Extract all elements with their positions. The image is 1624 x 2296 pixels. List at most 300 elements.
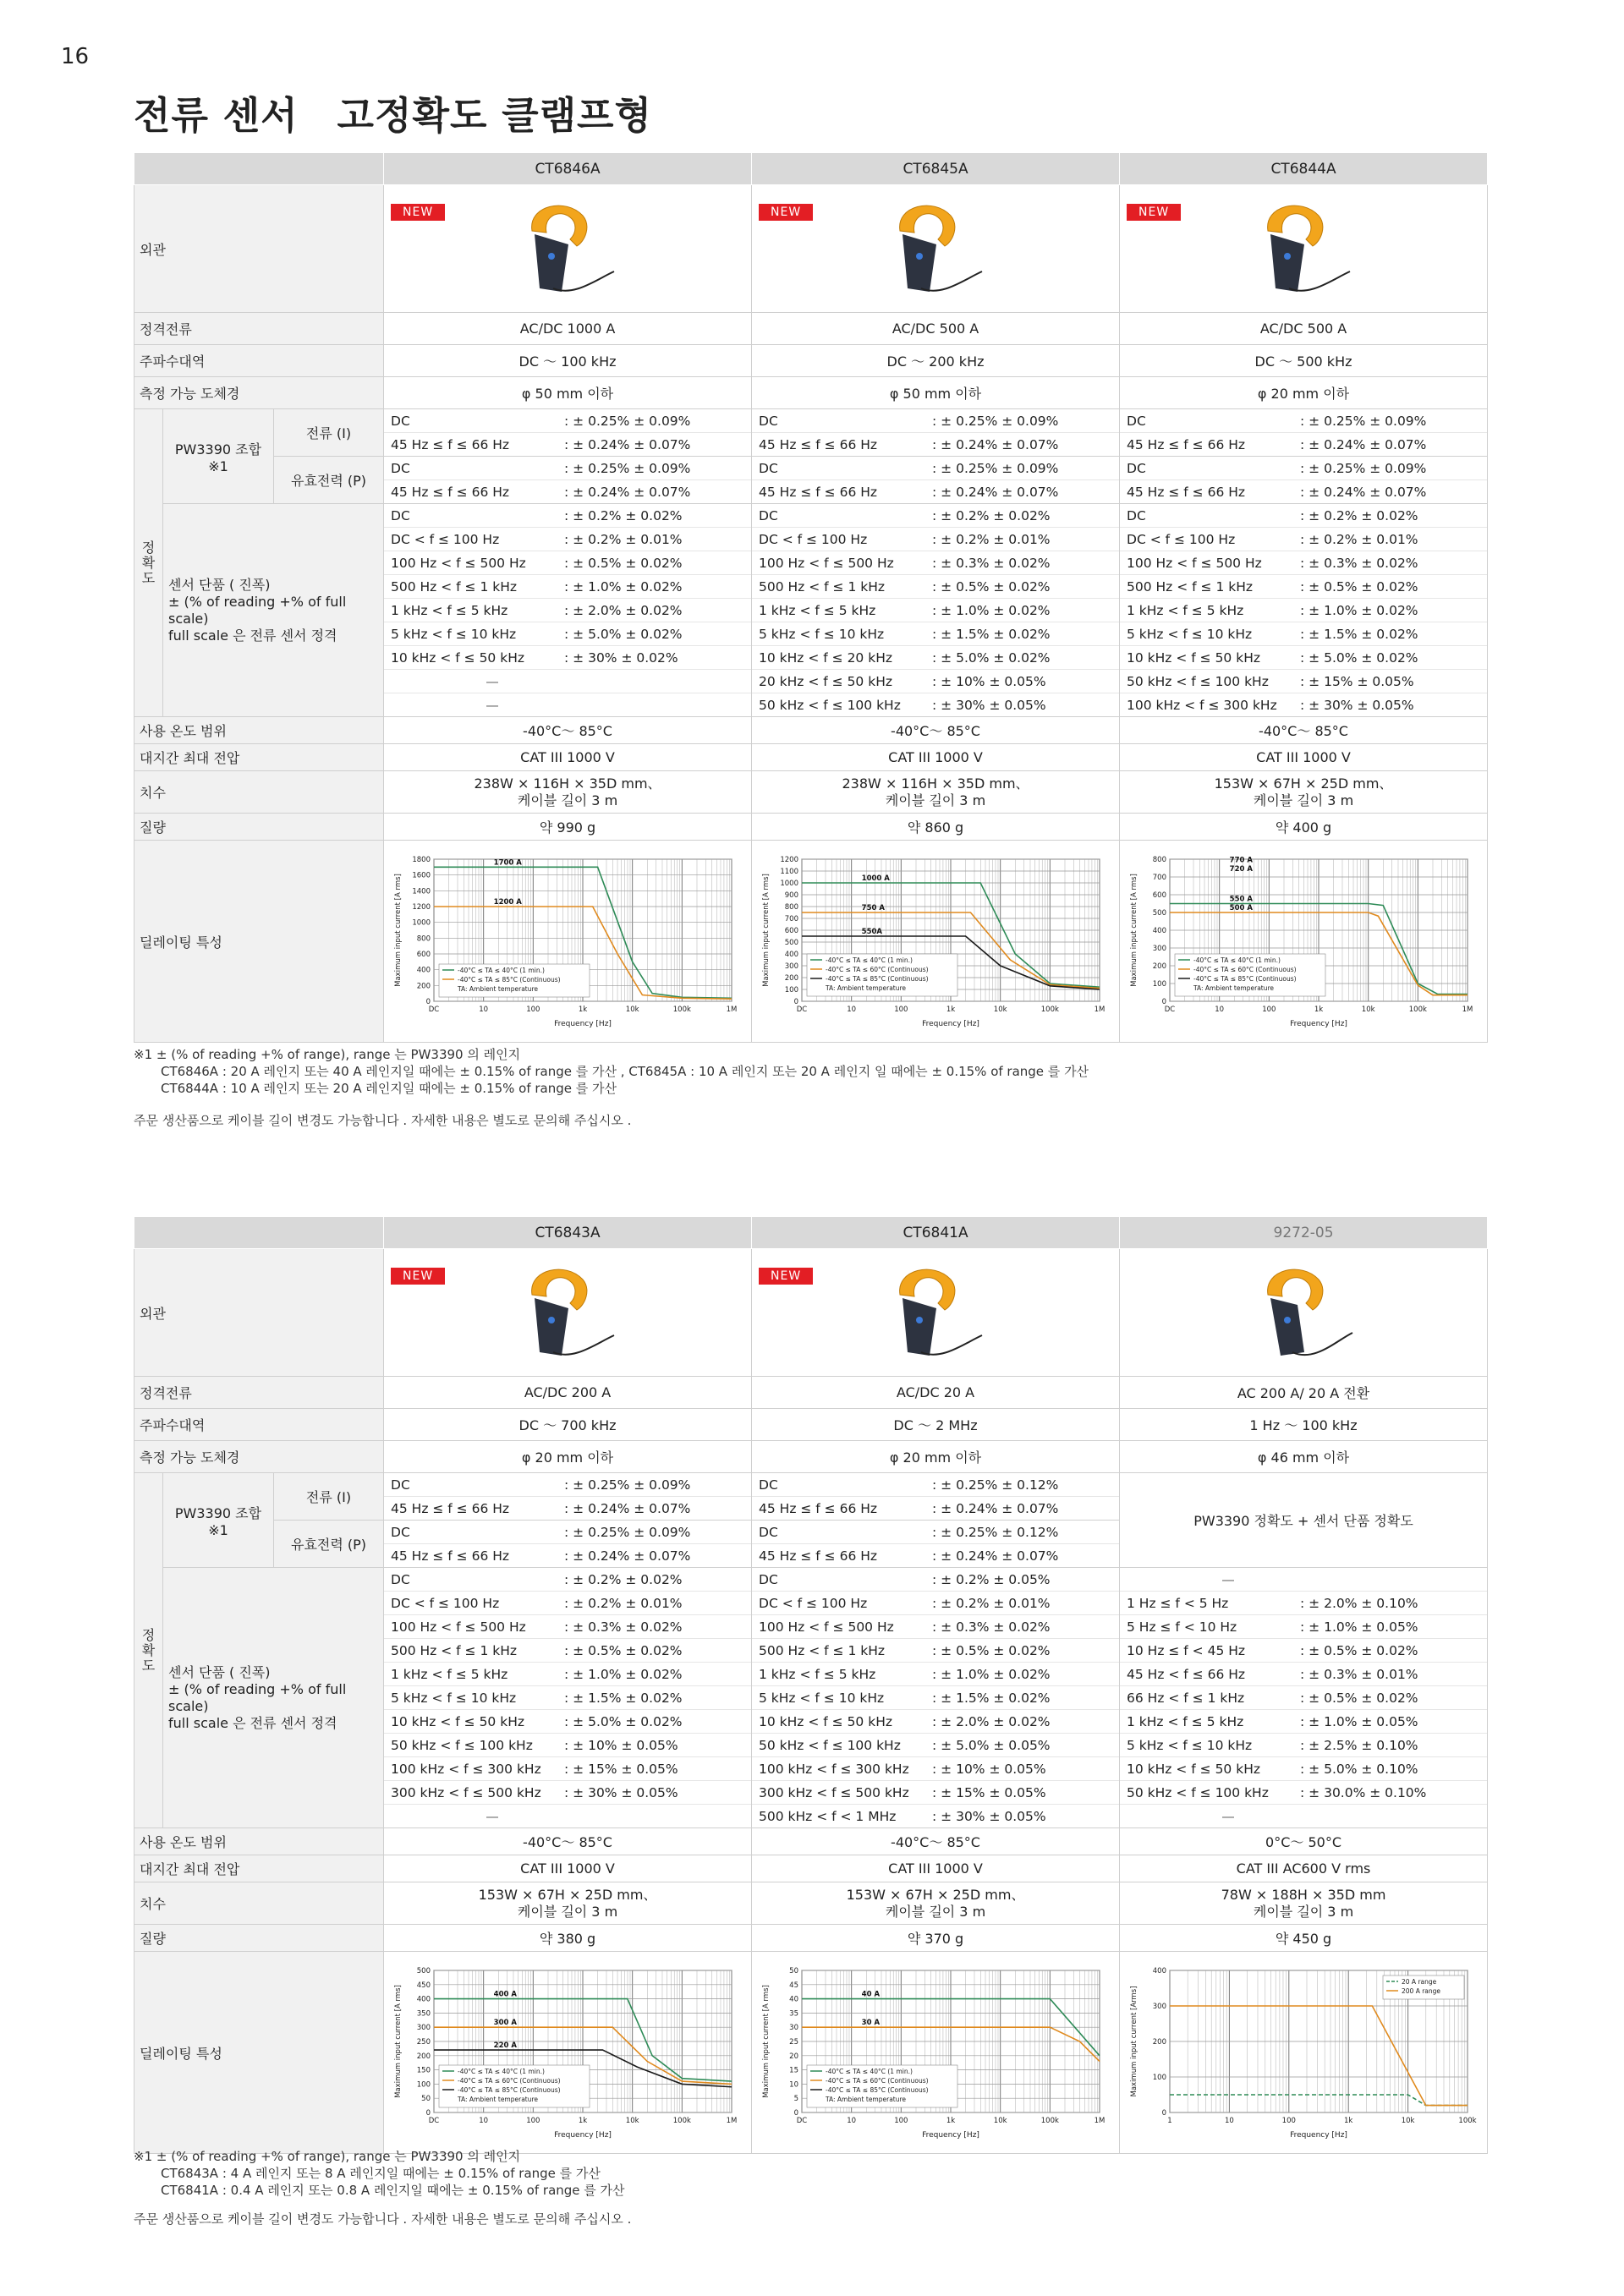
x-tick-label: 100k bbox=[672, 2116, 691, 2125]
range-label: 100 kHz < f ≤ 300 kHz bbox=[1127, 697, 1277, 713]
value-annotation: 550 A bbox=[1229, 895, 1253, 903]
clamp-sensor-icon bbox=[502, 197, 621, 307]
row-label: 질량 bbox=[134, 1925, 384, 1952]
accuracy-row bbox=[384, 1568, 751, 1592]
accuracy-value: : ± 30% ± 0.05% bbox=[564, 1784, 678, 1800]
y-tick-label: 800 bbox=[416, 934, 431, 943]
accuracy-value: : ± 2.0% ± 0.10% bbox=[1300, 1595, 1418, 1611]
accuracy-value: : ± 1.5% ± 0.02% bbox=[932, 1690, 1051, 1706]
y-tick-label: 1000 bbox=[780, 879, 799, 888]
temp-value: -40°C～ 85°C bbox=[1120, 717, 1488, 744]
legend-entry: -40°C ≤ TA ≤ 40°C (1 min.) bbox=[1193, 956, 1281, 964]
clamp-sensor-shape bbox=[532, 1269, 614, 1356]
range-label: 1 kHz < f ≤ 5 kHz bbox=[391, 602, 508, 618]
x-tick-label: DC bbox=[428, 2116, 440, 2125]
accuracy-row bbox=[384, 1473, 751, 1497]
accuracy-row bbox=[1120, 1734, 1487, 1757]
clamp-sensor-icon bbox=[502, 1261, 621, 1371]
rated-current-value: AC/DC 500 A bbox=[752, 313, 1120, 345]
row-label: 딜레이팅 특성 bbox=[134, 841, 384, 1043]
accuracy-label-char: 확 bbox=[141, 1641, 156, 1658]
sensor-accuracy-cell bbox=[1120, 504, 1488, 717]
accuracy-value: : ± 0.2% ± 0.01% bbox=[564, 531, 683, 547]
accuracy-row bbox=[1120, 1663, 1487, 1686]
freq-band-value: DC ～ 700 kHz bbox=[384, 1409, 752, 1441]
model-header: CT6841A bbox=[752, 1217, 1120, 1249]
x-tick-label: 1 bbox=[1167, 2116, 1172, 2125]
y-axis-label: Maximum input current [A rms] bbox=[762, 873, 771, 987]
y-tick-label: 1200 bbox=[412, 902, 431, 912]
y-tick-label: 400 bbox=[416, 1995, 431, 2004]
range-label: DC bbox=[759, 1571, 778, 1587]
new-badge: NEW bbox=[759, 204, 813, 221]
indicator-dot bbox=[1284, 253, 1291, 260]
range-label: 45 Hz ≤ f ≤ 66 Hz bbox=[759, 484, 878, 500]
value-annotation: 300 A bbox=[493, 2018, 517, 2027]
y-tick-label: 300 bbox=[1152, 944, 1167, 953]
accuracy-row bbox=[384, 1805, 751, 1827]
accuracy-row bbox=[1120, 575, 1487, 599]
x-tick-label: 10k bbox=[993, 2116, 1007, 2125]
x-tick-label: 100k bbox=[1458, 2116, 1477, 2125]
y-tick-label: 400 bbox=[416, 966, 431, 975]
range-label: 45 Hz ≤ f ≤ 66 Hz bbox=[391, 1500, 510, 1516]
y-tick-label: 200 bbox=[416, 981, 431, 990]
accuracy-value: : ± 0.24% ± 0.07% bbox=[564, 484, 691, 500]
accuracy-row bbox=[1120, 1568, 1487, 1592]
temp-value: -40°C～ 85°C bbox=[752, 717, 1120, 744]
derating-chart bbox=[758, 851, 1113, 1033]
temp-value: -40°C～ 85°C bbox=[384, 1828, 752, 1855]
x-tick-label: 100 bbox=[526, 1005, 540, 1014]
range-label: DC bbox=[1127, 507, 1146, 523]
accuracy-value: : ± 0.2% ± 0.01% bbox=[932, 531, 1051, 547]
derating-chart bbox=[1126, 1962, 1481, 2144]
accuracy-row bbox=[1120, 551, 1487, 575]
accuracy-value: : ± 30% ± 0.02% bbox=[564, 649, 678, 666]
y-tick-label: 600 bbox=[784, 926, 799, 935]
x-tick-label: DC bbox=[796, 2116, 808, 2125]
accuracy-row bbox=[384, 457, 751, 480]
x-axis-label: Frequency [Hz] bbox=[554, 1019, 612, 1028]
derating-chart bbox=[1126, 851, 1481, 1033]
range-label: 50 kHz < f ≤ 100 kHz bbox=[1127, 1784, 1269, 1800]
range-label: 45 Hz ≤ f ≤ 66 Hz bbox=[1127, 484, 1246, 500]
range-label: 10 kHz < f ≤ 50 kHz bbox=[1127, 1761, 1260, 1777]
range-label: DC bbox=[759, 413, 778, 429]
y-tick-label: 1000 bbox=[412, 918, 431, 928]
x-tick-label: 1M bbox=[726, 2116, 738, 2125]
pw-power-cell bbox=[384, 1521, 752, 1568]
dimension-value: 153W × 67H × 25D mm、 케이블 길이 3 m bbox=[384, 1882, 752, 1925]
product-photo-cell bbox=[752, 1249, 1120, 1377]
range-label: DC < f ≤ 100 Hz bbox=[759, 1595, 868, 1611]
x-axis-label: Frequency [Hz] bbox=[922, 2130, 979, 2140]
x-tick-label: 1M bbox=[1094, 1005, 1106, 1014]
range-label: 5 kHz < f ≤ 10 kHz bbox=[759, 1690, 885, 1706]
accuracy-value: : ± 0.25% ± 0.09% bbox=[564, 1477, 691, 1493]
legend-entry: TA: Ambient temperature bbox=[826, 984, 907, 992]
legend-entry: -40°C ≤ TA ≤ 40°C (1 min.) bbox=[458, 2067, 545, 2075]
row-label: 치수 bbox=[134, 771, 384, 814]
y-tick-label: 10 bbox=[789, 2080, 799, 2089]
accuracy-row bbox=[752, 1568, 1119, 1592]
x-tick-label: 1k bbox=[946, 1005, 956, 1014]
accuracy-label-char: 확 bbox=[141, 554, 156, 571]
accuracy-row bbox=[752, 693, 1119, 716]
accuracy-row bbox=[1120, 433, 1487, 456]
legend-entry: -40°C ≤ TA ≤ 60°C (Continuous) bbox=[1193, 965, 1297, 973]
accuracy-row bbox=[384, 1497, 751, 1520]
range-label: DC bbox=[391, 413, 410, 429]
conductor-value: φ 20 mm 이하 bbox=[1120, 377, 1488, 409]
header-blank bbox=[134, 1217, 384, 1249]
accuracy-value: : ± 0.5% ± 0.02% bbox=[1300, 578, 1418, 595]
sensor-alone-label: 센서 단품 ( 진폭) ± (% of reading +% of full scale) full scale 은 전류 센서 정격 bbox=[163, 1568, 384, 1828]
range-label: DC < f ≤ 100 Hz bbox=[391, 531, 500, 547]
value-annotation: 1200 A bbox=[493, 897, 522, 907]
accuracy-value: : ± 0.2% ± 0.01% bbox=[564, 1595, 683, 1611]
value-annotation: 550A bbox=[861, 927, 883, 936]
legend-entry: -40°C ≤ TA ≤ 85°C (Continuous) bbox=[458, 975, 561, 984]
accuracy-value: : ± 0.2% ± 0.02% bbox=[932, 507, 1051, 523]
row-label: 정격전류 bbox=[134, 1377, 384, 1409]
y-tick-label: 200 bbox=[1152, 962, 1167, 971]
y-tick-label: 100 bbox=[1152, 2073, 1167, 2082]
accuracy-label bbox=[134, 1473, 163, 1828]
y-tick-label: 40 bbox=[789, 1995, 799, 2004]
footnote: CT6844A : 10 A 레인지 또는 20 A 레인지일 때에는 ± 0.15% of range 를 가산 bbox=[161, 1081, 617, 1096]
footnote: ※1 ± (% of reading +% of range), range 는 PW3390 의 레인지 bbox=[134, 2149, 521, 2164]
range-label: 20 kHz < f ≤ 50 kHz bbox=[759, 673, 892, 689]
accuracy-value: : ± 0.5% ± 0.02% bbox=[932, 578, 1051, 595]
clamp-body bbox=[535, 1298, 568, 1356]
accuracy-row bbox=[1120, 1639, 1487, 1663]
range-label: DC bbox=[759, 507, 778, 523]
x-tick-label: 100 bbox=[894, 2116, 908, 2125]
range-label: 500 Hz < f ≤ 1 kHz bbox=[391, 1642, 518, 1658]
row-label: 질량 bbox=[134, 814, 384, 841]
range-label: 100 Hz < f ≤ 500 Hz bbox=[759, 1619, 894, 1635]
accuracy-row bbox=[1120, 504, 1487, 528]
accuracy-row bbox=[384, 622, 751, 646]
accuracy-value: : ± 1.5% ± 0.02% bbox=[1300, 626, 1418, 642]
accuracy-value: : ± 0.3% ± 0.02% bbox=[1300, 555, 1418, 571]
range-label: — bbox=[1221, 1571, 1235, 1587]
accuracy-row bbox=[1120, 1757, 1487, 1781]
footnote: CT6843A : 4 A 레인지 또는 8 A 레인지일 때에는 ± 0.15% of range 를 가산 bbox=[161, 2166, 601, 2181]
model-header: CT6845A bbox=[752, 153, 1120, 185]
accuracy-value: : ± 0.24% ± 0.07% bbox=[564, 1548, 691, 1564]
current-i-label: 전류 (I) bbox=[274, 1473, 384, 1521]
accuracy-value: : ± 5.0% ± 0.02% bbox=[1300, 649, 1418, 666]
active-power-label: 유효전력 (P) bbox=[274, 457, 384, 504]
accuracy-row bbox=[384, 528, 751, 551]
indicator-dot bbox=[916, 1317, 923, 1323]
y-axis-label: Maximum input current [A rms] bbox=[394, 873, 403, 987]
accuracy-row bbox=[752, 1663, 1119, 1686]
y-tick-label: 0 bbox=[793, 2108, 799, 2118]
y-tick-label: 5 bbox=[793, 2094, 799, 2103]
accuracy-row bbox=[1120, 1686, 1487, 1710]
legend-entry: 200 A range bbox=[1402, 1986, 1441, 1995]
sensor-accuracy-cell bbox=[752, 504, 1120, 717]
accuracy-value: : ± 0.25% ± 0.09% bbox=[564, 413, 691, 429]
accuracy-value: : ± 15% ± 0.05% bbox=[932, 1784, 1046, 1800]
accuracy-value: : ± 30% ± 0.05% bbox=[932, 1808, 1046, 1824]
clamp-sensor-shape bbox=[900, 205, 982, 292]
y-tick-label: 0 bbox=[425, 2108, 431, 2118]
voltage-value: CAT III 1000 V bbox=[384, 1855, 752, 1882]
y-tick-label: 45 bbox=[789, 1981, 799, 1990]
range-label: 5 Hz ≤ f < 10 Hz bbox=[1127, 1619, 1237, 1635]
legend-entry: -40°C ≤ TA ≤ 85°C (Continuous) bbox=[826, 2085, 929, 2094]
y-axis-label: Maximum input current [A rms] bbox=[762, 1984, 771, 2098]
product-photo-cell bbox=[752, 185, 1120, 313]
clamp-sensor-shape bbox=[1268, 205, 1350, 292]
accuracy-row bbox=[384, 1639, 751, 1663]
accuracy-value: : ± 0.3% ± 0.01% bbox=[1300, 1666, 1418, 1682]
clamp-body bbox=[903, 234, 936, 292]
x-axis-label: Frequency [Hz] bbox=[1290, 2130, 1347, 2140]
legend-entry: TA: Ambient temperature bbox=[458, 984, 539, 993]
y-tick-label: 400 bbox=[1152, 926, 1167, 935]
accuracy-value: : ± 15% ± 0.05% bbox=[1300, 673, 1414, 689]
y-tick-label: 500 bbox=[784, 938, 799, 947]
range-label: 300 kHz < f ≤ 500 kHz bbox=[391, 1784, 541, 1800]
y-tick-label: 800 bbox=[784, 902, 799, 912]
clamp-body bbox=[1270, 234, 1304, 292]
new-badge: NEW bbox=[391, 1268, 445, 1285]
range-label: 45 Hz ≤ f ≤ 66 Hz bbox=[759, 436, 878, 452]
x-tick-label: 100k bbox=[1040, 2116, 1059, 2125]
accuracy-row bbox=[384, 1663, 751, 1686]
accuracy-value: : ± 0.2% ± 0.01% bbox=[1300, 531, 1418, 547]
value-annotation: 1000 A bbox=[861, 874, 890, 883]
x-tick-label: 10 bbox=[847, 2116, 857, 2125]
accuracy-row bbox=[1120, 693, 1487, 716]
spec-table-2 bbox=[134, 1216, 1488, 2154]
range-label: 1 kHz < f ≤ 5 kHz bbox=[391, 1666, 508, 1682]
row-label: 측정 가능 도체경 bbox=[134, 377, 384, 409]
voltage-value: CAT III 1000 V bbox=[384, 744, 752, 771]
accuracy-value: : ± 0.5% ± 0.02% bbox=[1300, 1690, 1418, 1706]
legend-entry: -40°C ≤ TA ≤ 60°C (Continuous) bbox=[458, 2076, 561, 2085]
range-label: 45 Hz ≤ f ≤ 66 Hz bbox=[1127, 436, 1246, 452]
conductor-value: φ 20 mm 이하 bbox=[752, 1441, 1120, 1473]
range-label: 45 Hz < f ≤ 66 Hz bbox=[1127, 1666, 1246, 1682]
y-tick-label: 500 bbox=[416, 1966, 431, 1975]
y-tick-label: 15 bbox=[789, 2066, 799, 2075]
page-title: 전류 센서 고정확도 클램프형 bbox=[134, 93, 652, 138]
x-tick-label: 1M bbox=[1094, 2116, 1106, 2125]
sensor-accuracy-cell bbox=[384, 1568, 752, 1828]
footnote: CT6846A : 20 A 레인지 또는 40 A 레인지일 때에는 ± 0.15% of range 를 가산 , CT6845A : 10 A 레인지 또는 20 A 레인지 일 때에는 ± 0.15% of range 를 가산 bbox=[161, 1064, 1089, 1079]
range-label: 45 Hz ≤ f ≤ 66 Hz bbox=[391, 484, 510, 500]
accuracy-row bbox=[752, 1686, 1119, 1710]
y-tick-label: 300 bbox=[784, 962, 799, 971]
voltage-value: CAT III 1000 V bbox=[752, 744, 1120, 771]
x-tick-label: 1k bbox=[1344, 2116, 1353, 2125]
range-label: — bbox=[486, 673, 499, 689]
range-label: 100 Hz < f ≤ 500 Hz bbox=[1127, 555, 1262, 571]
indicator-dot bbox=[916, 253, 923, 260]
active-power-label: 유효전력 (P) bbox=[274, 1521, 384, 1568]
accuracy-row bbox=[384, 693, 751, 716]
legend-entry: TA: Ambient temperature bbox=[1193, 984, 1275, 992]
rated-current-value: AC 200 A/ 20 A 전환 bbox=[1120, 1377, 1488, 1409]
freq-band-value: DC ～ 500 kHz bbox=[1120, 345, 1488, 377]
y-tick-label: 300 bbox=[1152, 2002, 1167, 2011]
range-label: 1 kHz < f ≤ 5 kHz bbox=[759, 602, 876, 618]
clamp-sensor-shape bbox=[1268, 1269, 1352, 1356]
x-tick-label: 100k bbox=[1408, 1005, 1427, 1014]
row-label: 사용 온도 범위 bbox=[134, 1828, 384, 1855]
weight-value: 약 400 g bbox=[1120, 814, 1488, 841]
range-label: DC < f ≤ 100 Hz bbox=[391, 1595, 500, 1611]
voltage-value: CAT III AC600 V rms bbox=[1120, 1855, 1488, 1882]
pw-power-cell bbox=[1120, 457, 1488, 504]
accuracy-value: : ± 0.24% ± 0.07% bbox=[932, 436, 1059, 452]
accuracy-value: : ± 5.0% ± 0.02% bbox=[932, 649, 1051, 666]
accuracy-row bbox=[384, 1615, 751, 1639]
weight-value: 약 370 g bbox=[752, 1925, 1120, 1952]
accuracy-row bbox=[752, 409, 1119, 433]
y-tick-label: 500 bbox=[1152, 908, 1167, 918]
freq-band-value: DC ～ 200 kHz bbox=[752, 345, 1120, 377]
x-axis-label: Frequency [Hz] bbox=[922, 1019, 979, 1028]
value-annotation: 400 A bbox=[493, 1990, 517, 1999]
accuracy-row bbox=[752, 504, 1119, 528]
accuracy-value: : ± 0.25% ± 0.12% bbox=[932, 1524, 1059, 1540]
x-axis-label: Frequency [Hz] bbox=[1290, 1019, 1347, 1028]
accuracy-value: : ± 0.24% ± 0.07% bbox=[564, 436, 691, 452]
range-label: DC bbox=[1127, 413, 1146, 429]
accuracy-value: : ± 1.0% ± 0.05% bbox=[1300, 1713, 1418, 1729]
accuracy-row bbox=[752, 1734, 1119, 1757]
range-label: 1 kHz < f ≤ 5 kHz bbox=[1127, 1713, 1244, 1729]
footnote: 주문 생산품으로 케이블 길이 변경도 가능합니다 . 자세한 내용은 별도로 문의해 주십시오 . bbox=[134, 2211, 632, 2227]
range-label: 45 Hz ≤ f ≤ 66 Hz bbox=[391, 436, 510, 452]
range-label: 500 Hz < f ≤ 1 kHz bbox=[1127, 578, 1254, 595]
row-label: 치수 bbox=[134, 1882, 384, 1925]
y-tick-label: 300 bbox=[416, 2023, 431, 2032]
legend-entry: -40°C ≤ TA ≤ 85°C (Continuous) bbox=[1193, 974, 1297, 983]
y-tick-label: 600 bbox=[416, 950, 431, 959]
y-tick-label: 35 bbox=[789, 2008, 799, 2018]
x-tick-label: DC bbox=[1164, 1005, 1176, 1014]
new-badge: NEW bbox=[391, 204, 445, 221]
value-annotation: 220 A bbox=[493, 2041, 517, 2050]
freq-band-value: DC ～ 2 MHz bbox=[752, 1409, 1120, 1441]
range-label: 10 Hz ≤ f < 45 Hz bbox=[1127, 1642, 1246, 1658]
clamp-body bbox=[903, 1298, 936, 1356]
accuracy-row bbox=[752, 1805, 1119, 1827]
accuracy-row bbox=[384, 1734, 751, 1757]
y-tick-label: 400 bbox=[784, 950, 799, 959]
x-tick-label: DC bbox=[796, 1005, 808, 1014]
clamp-body bbox=[535, 234, 568, 292]
legend-entry: -40°C ≤ TA ≤ 40°C (1 min.) bbox=[826, 2067, 913, 2075]
accuracy-row bbox=[752, 551, 1119, 575]
sensor-accuracy-cell bbox=[1120, 1568, 1488, 1828]
accuracy-value: : ± 0.2% ± 0.01% bbox=[932, 1595, 1051, 1611]
accuracy-label-char: 도 bbox=[141, 569, 156, 586]
x-tick-label: 1k bbox=[578, 2116, 588, 2125]
y-tick-label: 100 bbox=[784, 985, 799, 995]
x-tick-label: 1M bbox=[1462, 1005, 1473, 1014]
range-label: DC bbox=[391, 1524, 410, 1540]
y-tick-label: 1100 bbox=[780, 867, 799, 876]
sensor-accuracy-cell bbox=[384, 504, 752, 717]
y-tick-label: 0 bbox=[425, 997, 431, 1006]
row-label: 측정 가능 도체경 bbox=[134, 1441, 384, 1473]
range-label: 5 kHz < f ≤ 10 kHz bbox=[1127, 1737, 1253, 1753]
accuracy-row bbox=[1120, 599, 1487, 622]
range-label: 500 kHz < f < 1 MHz bbox=[759, 1808, 897, 1824]
y-tick-label: 700 bbox=[1152, 873, 1167, 882]
value-annotation: 40 A bbox=[861, 1990, 881, 1999]
y-tick-label: 30 bbox=[789, 2023, 799, 2032]
accuracy-row bbox=[752, 1497, 1119, 1520]
accuracy-value: : ± 0.2% ± 0.05% bbox=[932, 1571, 1051, 1587]
footnote-block-1 bbox=[134, 1046, 1089, 1129]
y-axis-label: Maximum input current [A rms] bbox=[394, 1984, 403, 2098]
clamp-sensor-icon bbox=[1238, 1261, 1357, 1371]
temp-value: -40°C～ 85°C bbox=[384, 717, 752, 744]
derating-chart bbox=[758, 1962, 1113, 2144]
accuracy-value: : ± 5.0% ± 0.02% bbox=[564, 626, 683, 642]
row-label: 대지간 최대 전압 bbox=[134, 1855, 384, 1882]
footnote: 주문 생산품으로 케이블 길이 변경도 가능합니다 . 자세한 내용은 별도로 문의해 주십시오 . bbox=[134, 1113, 632, 1128]
range-label: 100 Hz < f ≤ 500 Hz bbox=[759, 555, 894, 571]
accuracy-row bbox=[1120, 1805, 1487, 1827]
value-annotation: 720 A bbox=[1229, 864, 1253, 874]
dimension-value: 238W × 116H × 35D mm、 케이블 길이 3 m bbox=[752, 771, 1120, 814]
conductor-value: φ 20 mm 이하 bbox=[384, 1441, 752, 1473]
voltage-value: CAT III 1000 V bbox=[752, 1855, 1120, 1882]
y-tick-label: 400 bbox=[1152, 1966, 1167, 1975]
y-tick-label: 200 bbox=[1152, 2037, 1167, 2047]
x-tick-label: 1k bbox=[946, 2116, 956, 2125]
range-label: 5 kHz < f ≤ 10 kHz bbox=[759, 626, 885, 642]
row-label: 사용 온도 범위 bbox=[134, 717, 384, 744]
accuracy-row bbox=[752, 1757, 1119, 1781]
row-label: 정격전류 bbox=[134, 313, 384, 345]
y-tick-label: 0 bbox=[793, 997, 799, 1006]
accuracy-row bbox=[1120, 409, 1487, 433]
footnote-block-2 bbox=[134, 2148, 631, 2228]
accuracy-value: : ± 0.24% ± 0.07% bbox=[932, 1548, 1059, 1564]
x-tick-label: 10k bbox=[993, 1005, 1007, 1014]
accuracy-row bbox=[752, 599, 1119, 622]
accuracy-value: : ± 0.3% ± 0.02% bbox=[932, 555, 1051, 571]
accuracy-row bbox=[384, 1544, 751, 1567]
accuracy-row bbox=[1120, 1781, 1487, 1805]
y-tick-label: 1800 bbox=[412, 855, 431, 864]
accuracy-row bbox=[752, 1544, 1119, 1567]
clamp-sensor-icon bbox=[1238, 197, 1357, 307]
accuracy-value: : ± 1.5% ± 0.02% bbox=[932, 626, 1051, 642]
range-label: 100 kHz < f ≤ 300 kHz bbox=[391, 1761, 541, 1777]
accuracy-row bbox=[752, 1473, 1119, 1497]
accuracy-value: : ± 0.24% ± 0.07% bbox=[1300, 436, 1427, 452]
pw-current-cell bbox=[1120, 409, 1488, 457]
rated-current-value: AC/DC 200 A bbox=[384, 1377, 752, 1409]
weight-value: 약 860 g bbox=[752, 814, 1120, 841]
accuracy-row bbox=[1120, 528, 1487, 551]
range-label: 5 kHz < f ≤ 10 kHz bbox=[391, 626, 517, 642]
